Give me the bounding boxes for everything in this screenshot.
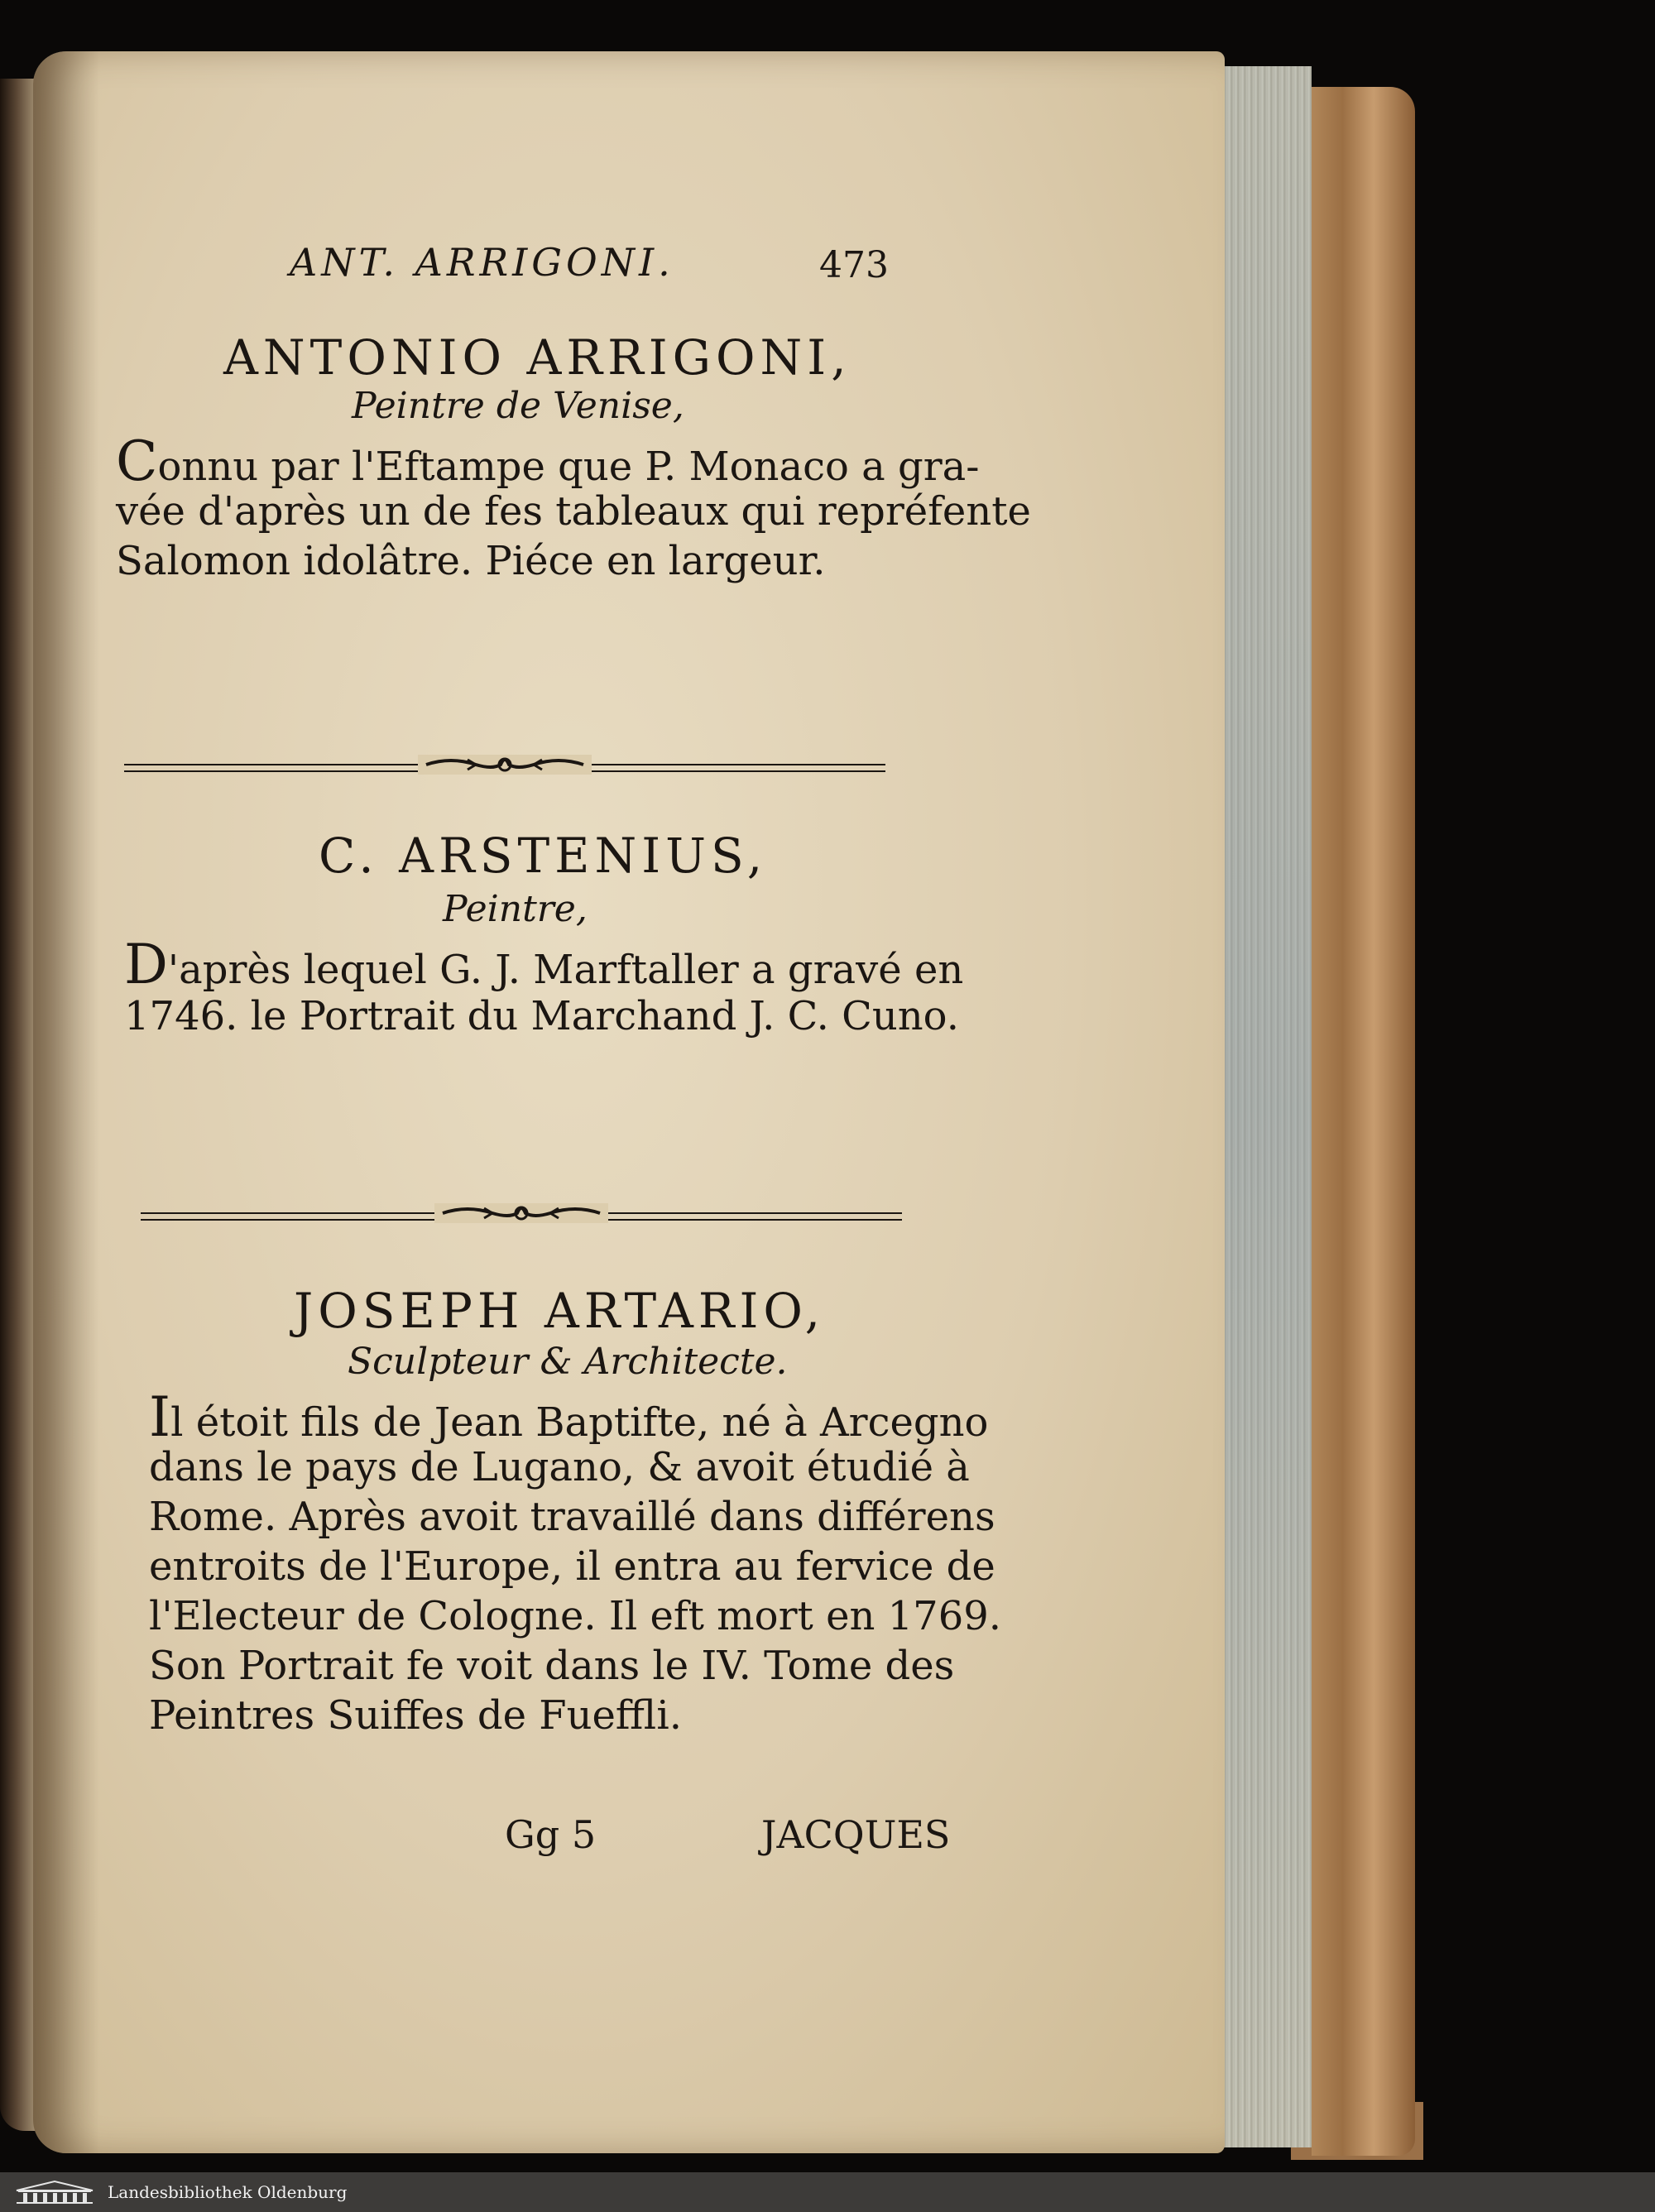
ornamental-rule: [124, 760, 885, 773]
entry-line: Salomon idolâtre. Piéce en largeur.: [116, 538, 826, 584]
entry-name: JOSEPH ARTARIO,: [294, 1283, 826, 1339]
catchword: JACQUES: [761, 1812, 951, 1857]
entry-line: Connu par l'Eftampe que P. Monaco a gra-: [116, 429, 980, 493]
entry-role: Sculpteur & Architecte.: [348, 1341, 788, 1383]
entry-line: D'après lequel G. J. Marftaller a gravé en: [124, 933, 964, 996]
entry-line: entroits de l'Europe, il entra au fervice de: [149, 1543, 995, 1590]
entry-line: Rome. Après avoit travaillé dans différens: [149, 1494, 995, 1540]
running-head: ANT. ARRIGONI.: [290, 240, 674, 285]
library-building-icon: [13, 2179, 96, 2205]
drop-capital: D: [124, 933, 168, 996]
drop-capital: I: [149, 1385, 171, 1449]
entry-line: Peintres Suiffes de Fueffli.: [149, 1692, 682, 1739]
entry-role: Peintre,: [443, 888, 588, 930]
entry-name: C. ARSTENIUS,: [319, 828, 768, 884]
signature-mark: Gg 5: [505, 1812, 597, 1857]
library-name: Landesbibliothek Oldenburg: [108, 2182, 348, 2202]
entry-role: Peintre de Venise,: [352, 385, 684, 427]
drop-capital: C: [116, 429, 158, 493]
entry-line: dans le pays de Lugano, & avoit étudié à: [149, 1444, 970, 1490]
fleuron-ornament: [434, 1197, 608, 1230]
fleuron-ornament: [418, 748, 592, 781]
entry-line: vée d'après un de fes tableaux qui repréfente: [116, 488, 1031, 535]
book-cover-edge: [1312, 87, 1415, 2156]
gutter-shadow: [33, 51, 99, 2153]
entry-line: l'Electeur de Cologne. Il eft mort en 1769.: [149, 1593, 1002, 1639]
ornamental-rule: [141, 1208, 902, 1221]
entry-line: Il étoit fils de Jean Baptifte, né à Arcegno: [149, 1385, 989, 1449]
entry-line: Son Portrait fe voit dans le IV. Tome des: [149, 1643, 955, 1689]
entry-name: ANTONIO ARRIGONI,: [223, 329, 851, 386]
footer-bar: [0, 2172, 1655, 2212]
entry-line: 1746. le Portrait du Marchand J. C. Cuno.: [124, 993, 959, 1039]
page-number: 473: [819, 244, 889, 286]
